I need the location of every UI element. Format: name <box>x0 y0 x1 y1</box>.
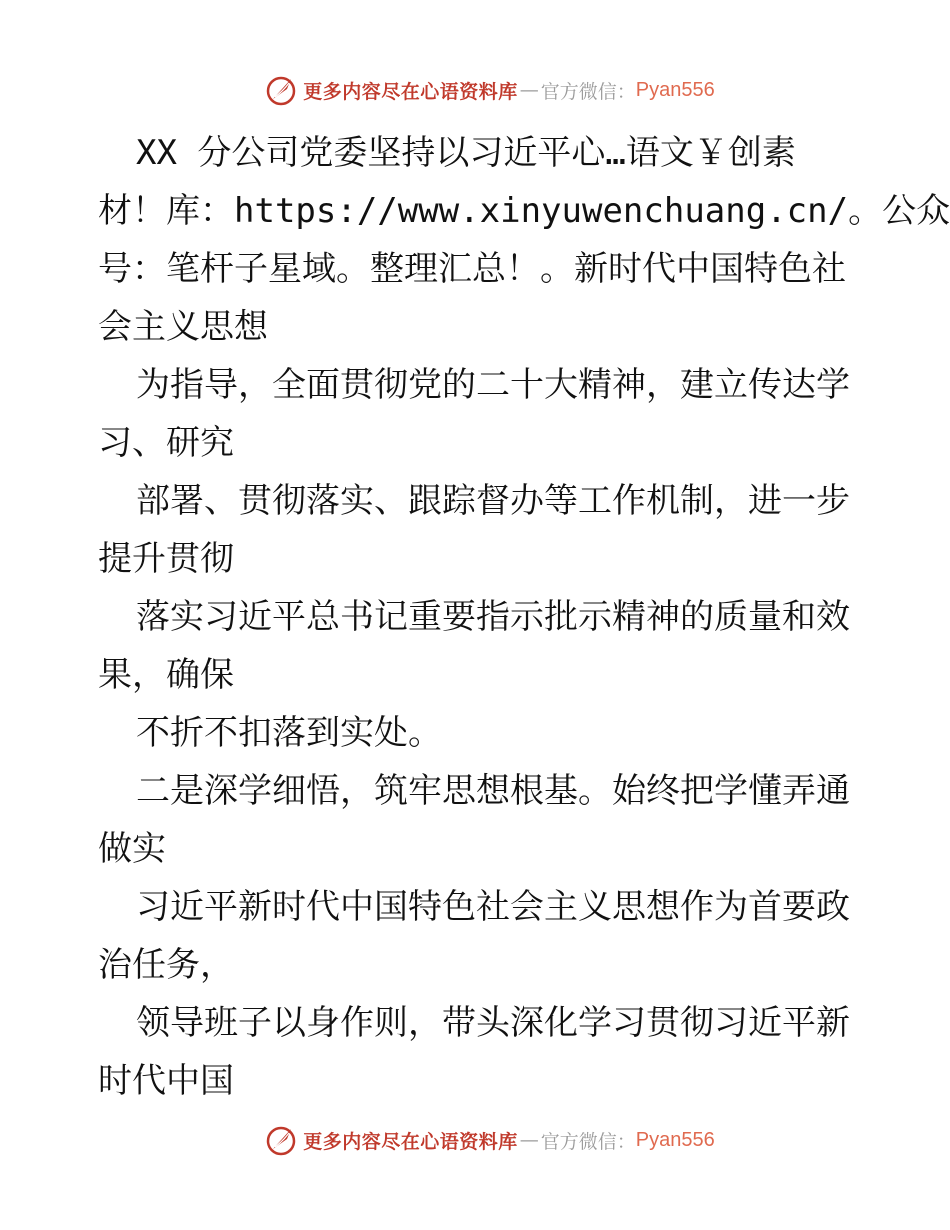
body-line: 部署、贯彻落实、跟踪督办等工作机制，进一步 <box>136 481 850 521</box>
body-line: 果，确保 <box>98 655 234 695</box>
body-line: XX 分公司党委坚持以习近平心…语文￥创素 <box>136 133 796 173</box>
header-watermark <box>0 70 950 110</box>
body-line: 为指导，全面贯彻党的二十大精神，建立传达学 <box>136 365 850 405</box>
body-line: 不折不扣落到实处。 <box>136 713 442 753</box>
watermark-brand: 更多内容尽在心语资料库 <box>303 80 518 103</box>
quill-pen-logo-icon <box>265 73 299 107</box>
body-line: 时代中国 <box>98 1061 234 1101</box>
footer-watermark <box>0 1120 950 1160</box>
watermark-wechat-label: 官方微信： <box>540 80 636 103</box>
watermark-wechat-label: 官方微信： <box>540 1130 636 1153</box>
watermark-wechat-id: Pyan556 <box>635 1128 715 1151</box>
body-line: 治任务， <box>98 945 234 985</box>
body-line: 做实 <box>98 829 166 869</box>
quill-pen-logo-icon <box>265 1123 299 1157</box>
body-line: 领导班子以身作则，带头深化学习贯彻习近平新 <box>136 1003 850 1043</box>
body-line: 二是深学细悟，筑牢思想根基。始终把学懂弄通 <box>136 771 850 811</box>
body-text <box>98 124 950 1110</box>
body-line: 材！库：https://www.xinyuwenchuang.cn/。公众 <box>98 191 950 231</box>
watermark-separator: — <box>519 1129 539 1151</box>
body-line: 号：笔杆子星域。整理汇总！。新时代中国特色社 <box>98 249 846 289</box>
body-line: 习近平新时代中国特色社会主义思想作为首要政 <box>136 887 850 927</box>
body-line: 提升贯彻 <box>98 539 234 579</box>
watermark-separator: — <box>519 79 539 101</box>
watermark-brand: 更多内容尽在心语资料库 <box>303 1130 518 1153</box>
watermark-wechat-id: Pyan556 <box>635 78 715 101</box>
body-line: 落实习近平总书记重要指示批示精神的质量和效 <box>136 597 850 637</box>
body-line: 会主义思想 <box>98 307 268 347</box>
body-line: 习、研究 <box>98 423 234 463</box>
